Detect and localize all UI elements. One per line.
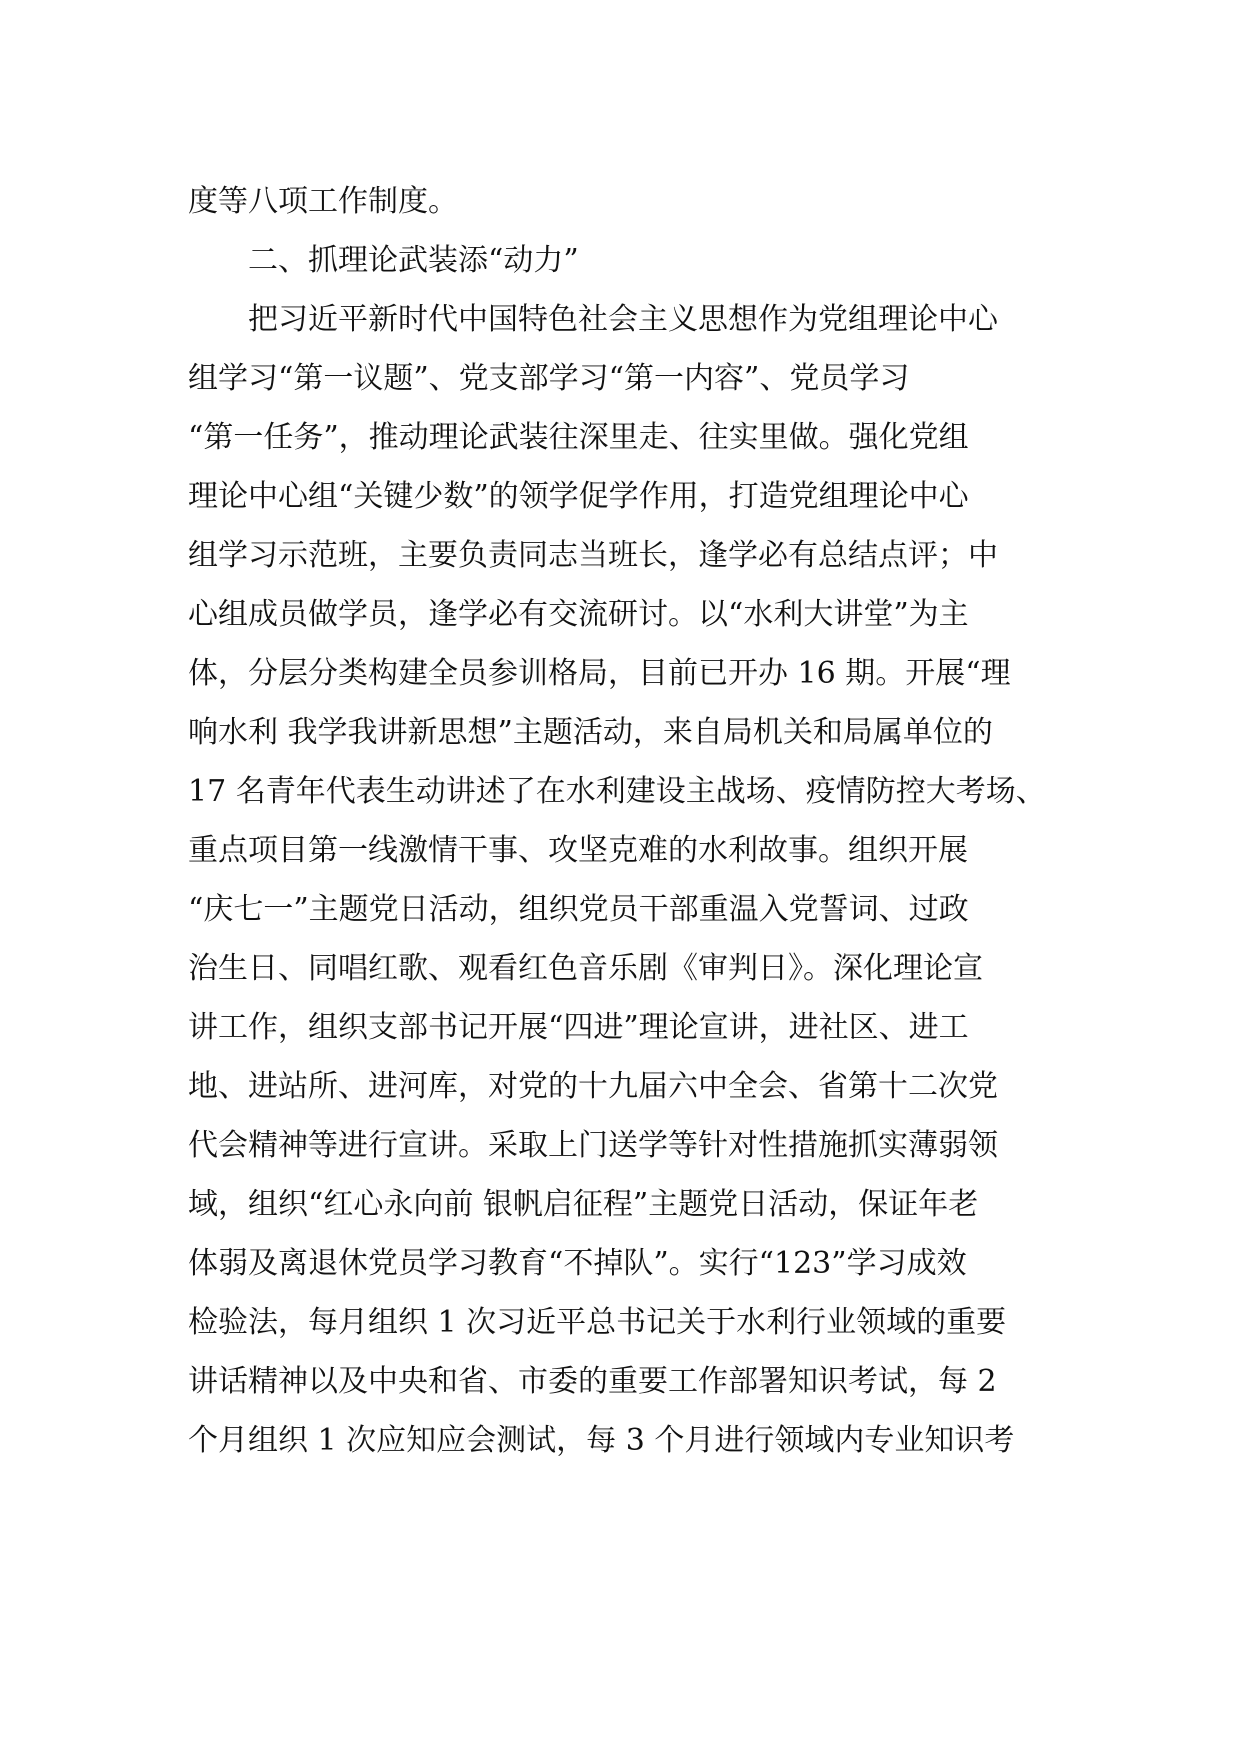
text-line: 地、进站所、进河库，对党的十九届六中全会、省第十二次党 bbox=[188, 1069, 998, 1104]
text-line: “庆七一”主题党日活动，组织党员干部重温入党誓词、过政 bbox=[188, 892, 969, 927]
text-line: 17 名青年代表生动讲述了在水利建设主战场、疫情防控大考场、 bbox=[188, 774, 1046, 809]
text-line: 体弱及离退休党员学习教育“不掉队”。实行“123”学习成效 bbox=[188, 1246, 967, 1281]
text-line: 响水利 我学我讲新思想”主题活动，来自局机关和局属单位的 bbox=[188, 715, 993, 750]
text-line: 讲工作，组织支部书记开展“四进”理论宣讲，进社区、进工 bbox=[188, 1010, 969, 1045]
text-line: 体，分层分类构建全员参训格局，目前已开办 16 期。开展“理 bbox=[188, 656, 1011, 691]
text-line: 组学习示范班，主要负责同志当班长，逢学必有总结点评；中 bbox=[188, 538, 998, 573]
text-line: 把习近平新时代中国特色社会主义思想作为党组理论中心 bbox=[248, 302, 998, 337]
text-line: 代会精神等进行宣讲。采取上门送学等针对性措施抓实薄弱领 bbox=[188, 1128, 998, 1163]
text-line: 组学习“第一议题”、党支部学习“第一内容”、党员学习 bbox=[188, 361, 910, 396]
text-line: “第一任务”，推动理论武装往深里走、往实里做。强化党组 bbox=[188, 420, 969, 455]
text-line: 讲话精神以及中央和省、市委的重要工作部署知识考试，每 2 bbox=[188, 1364, 997, 1399]
text-line: 心组成员做学员，逢学必有交流研讨。以“水利大讲堂”为主 bbox=[188, 597, 969, 632]
text-line: 理论中心组“关键少数”的领学促学作用，打造党组理论中心 bbox=[188, 479, 969, 514]
text-line: 度等八项工作制度。 bbox=[188, 184, 458, 219]
text-line: 个月组织 1 次应知应会测试，每 3 个月进行领域内专业知识考 bbox=[188, 1423, 1015, 1458]
text-line: 治生日、同唱红歌、观看红色音乐剧《审判日》。深化理论宣 bbox=[188, 951, 983, 986]
text-line: 域，组织“红心永向前 银帆启征程”主题党日活动，保证年老 bbox=[188, 1187, 979, 1222]
section-heading: 二、抓理论武装添“动力” bbox=[248, 243, 579, 278]
text-line: 重点项目第一线激情干事、攻坚克难的水利故事。组织开展 bbox=[188, 833, 968, 868]
text-line: 检验法，每月组织 1 次习近平总书记关于水利行业领域的重要 bbox=[188, 1305, 1007, 1340]
